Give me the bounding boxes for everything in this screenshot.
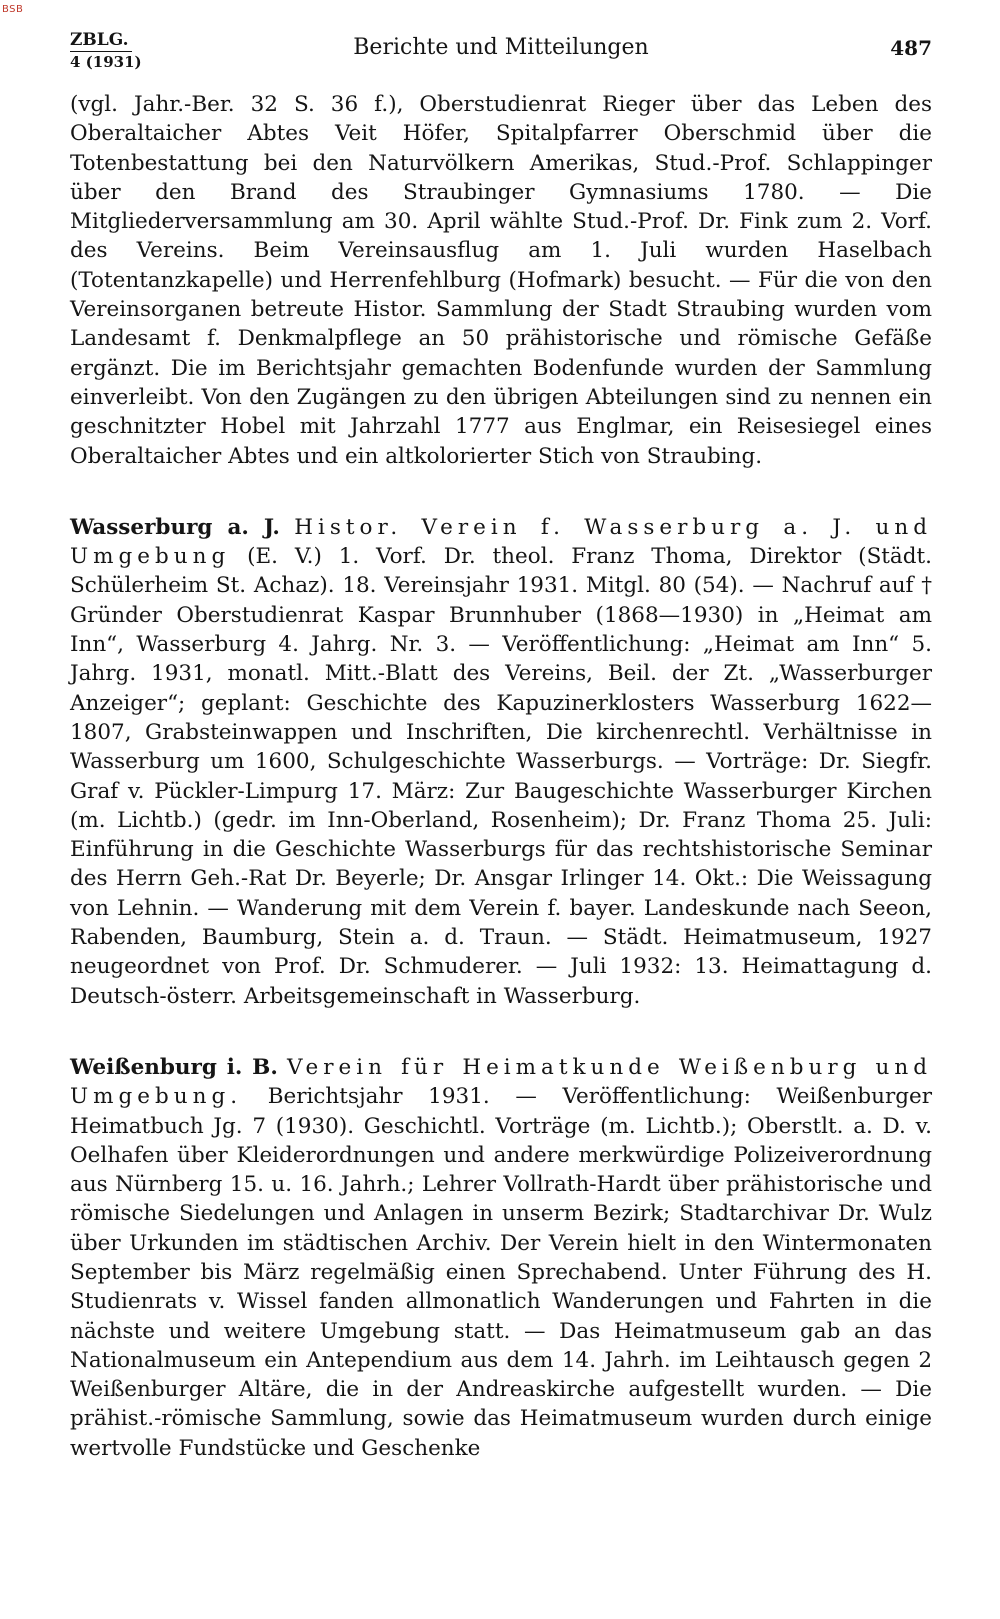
society-name: Histor. Verein f. Wasserburg a. J. und Umgebung [70, 514, 932, 570]
entry-text: (E. V.) 1. Vorf. Dr. theol. Franz Thoma, Direktor (Städt. Schülerheim St. Achaz). 18. Vereinsjahr 1931. Mitgl. 80 (54). — Nachruf auf † Gründer Oberstudienrat Kaspar Brunnhuber (1868—1930) in „Heimat am Inn“, Wasserburg 4. Jahrg. Nr. 3. — Veröffentlichung: „Heimat am Inn“ 5. Jahrg. 1931, monatl. Mitt.-Blatt des Vereins, Beil. der Zt. „Wasserburger Anzeiger“; geplant: Geschichte des Kapuzinerklosters Wasserburg 1622—1807, Grabsteinwappen und Inschriften, Die kirchenrechtl. Verhältnisse in Wasserburg um 1600, Schulgeschichte Wasserburgs. — Vorträge: Dr. Siegfr. Graf v. Pückler-Limpurg 17. März: Zur Baugeschichte Wasserburger Kirchen (m. Lichtb.) (gedr. im Inn-Oberland, Rosenheim); Dr. Franz Thoma 25. Juli: Einführung in die Geschichte Wasserburgs für das rechtshistorische Seminar des Herrn Geh.-Rat Dr. Beyerle; Dr. Ansgar Irlinger 14. Okt.: Die Weissagung von Lehnin. — Wanderung mit dem Verein f. bayer. Landeskunde nach Seeon, Rabenden, Baumburg, Stein a. d. Traun. — Städt. Heimatmuseum, 1927 neugeordnet von Prof. Dr. Schmuderer. — Juli 1932: 13. Heimattagung d. Deutsch-österr. Arbeitsgemeinschaft in Wasserburg. [70, 544, 932, 1009]
entry-text: Berichtsjahr 1931. — Veröffentlichung: Weißenburger Heimatbuch Jg. 7 (1930). Geschichtl. Vorträge (m. Lichtb.); Oberstlt. a. D. v. Oelhafen über Kleiderordnungen und andere merkwürdige Polizeiverordnung aus Nürnberg 15. u. 16. Jahrh.; Lehrer Vollrath-Hardt über prähistorische und römische Siedelungen und Anlagen in unserm Bezirk; Stadtarchivar Dr. Wulz über Urkunden im städtischen Archiv. Der Verein hielt in den Wintermonaten September bis März regelmäßig einen Sprechabend. Unter Führung des H. Studienrats v. Wissel fanden allmonatlich Wanderungen und Fahrten in die nächste und weitere Umgebung statt. — Das Heimatmuseum gab an das Nationalmuseum ein Antependium aus dem 14. Jahrh. im Leihtausch gegen 2 Weißenburger Altäre, die in der Andreaskirche aufgestellt wurden. — Die prähist.-römische Sammlung, sowie das Heimatmuseum wurden durch einige wertvolle Fundstücke und Geschenke [70, 1084, 932, 1461]
section-gap [70, 471, 932, 513]
place-heading: Wasserburg a. J. [70, 514, 280, 540]
place-heading: Weißenburg i. B. [70, 1054, 278, 1080]
library-stamp: BSB [2, 4, 24, 15]
journal-name: ZBLG. [70, 30, 129, 50]
issue-number: 4 (1931) [70, 53, 142, 71]
page-number: 487 [890, 36, 932, 60]
society-name: Verein für Heimatkunde Weißenburg und Umgebung. [70, 1054, 932, 1110]
entry-weissenburg [70, 1053, 932, 1463]
paragraph-straubing-continuation [70, 90, 932, 471]
article-body [70, 90, 932, 1463]
section-gap [70, 1011, 932, 1053]
entry-wasserburg [70, 513, 932, 1011]
paragraph-text: (vgl. Jahr.-Ber. 32 S. 36 f.), Oberstudienrat Rieger über das Leben des Oberaltaicher Abtes Veit Höfer, Spitalpfarrer Oberschmid über die Totenbestattung bei den Naturvölkern Amerikas, Stud.-Prof. Schlappinger über den Brand des Straubinger Gymnasiums 1780. — Die Mitgliederversammlung am 30. April wählte Stud.-Prof. Dr. Fink zum 2. Vorf. des Vereins. Beim Vereinsausflug am 1. Juli wurden Haselbach (Totentanzkapelle) und Herrenfehlburg (Hofmark) besucht. — Für die von den Vereinsorganen betreute Histor. Sammlung der Stadt Straubing wurden vom Landesamt f. Denkmalpflege an 50 prähistorische und römische Gefäße ergänzt. Die im Berichtsjahr gemachten Bodenfunde wurden der Sammlung einverleibt. Von den Zugängen zu den übrigen Abteilungen sind zu nennen ein geschnitzter Hobel mit Jahrzahl 1777 aus Englmar, ein Reisesiegel eines Oberaltaicher Abtes und ein altkolorierter Stich von Straubing. [70, 92, 932, 469]
running-title: Berichte und Mitteilungen [353, 35, 649, 60]
page-header [70, 28, 932, 80]
